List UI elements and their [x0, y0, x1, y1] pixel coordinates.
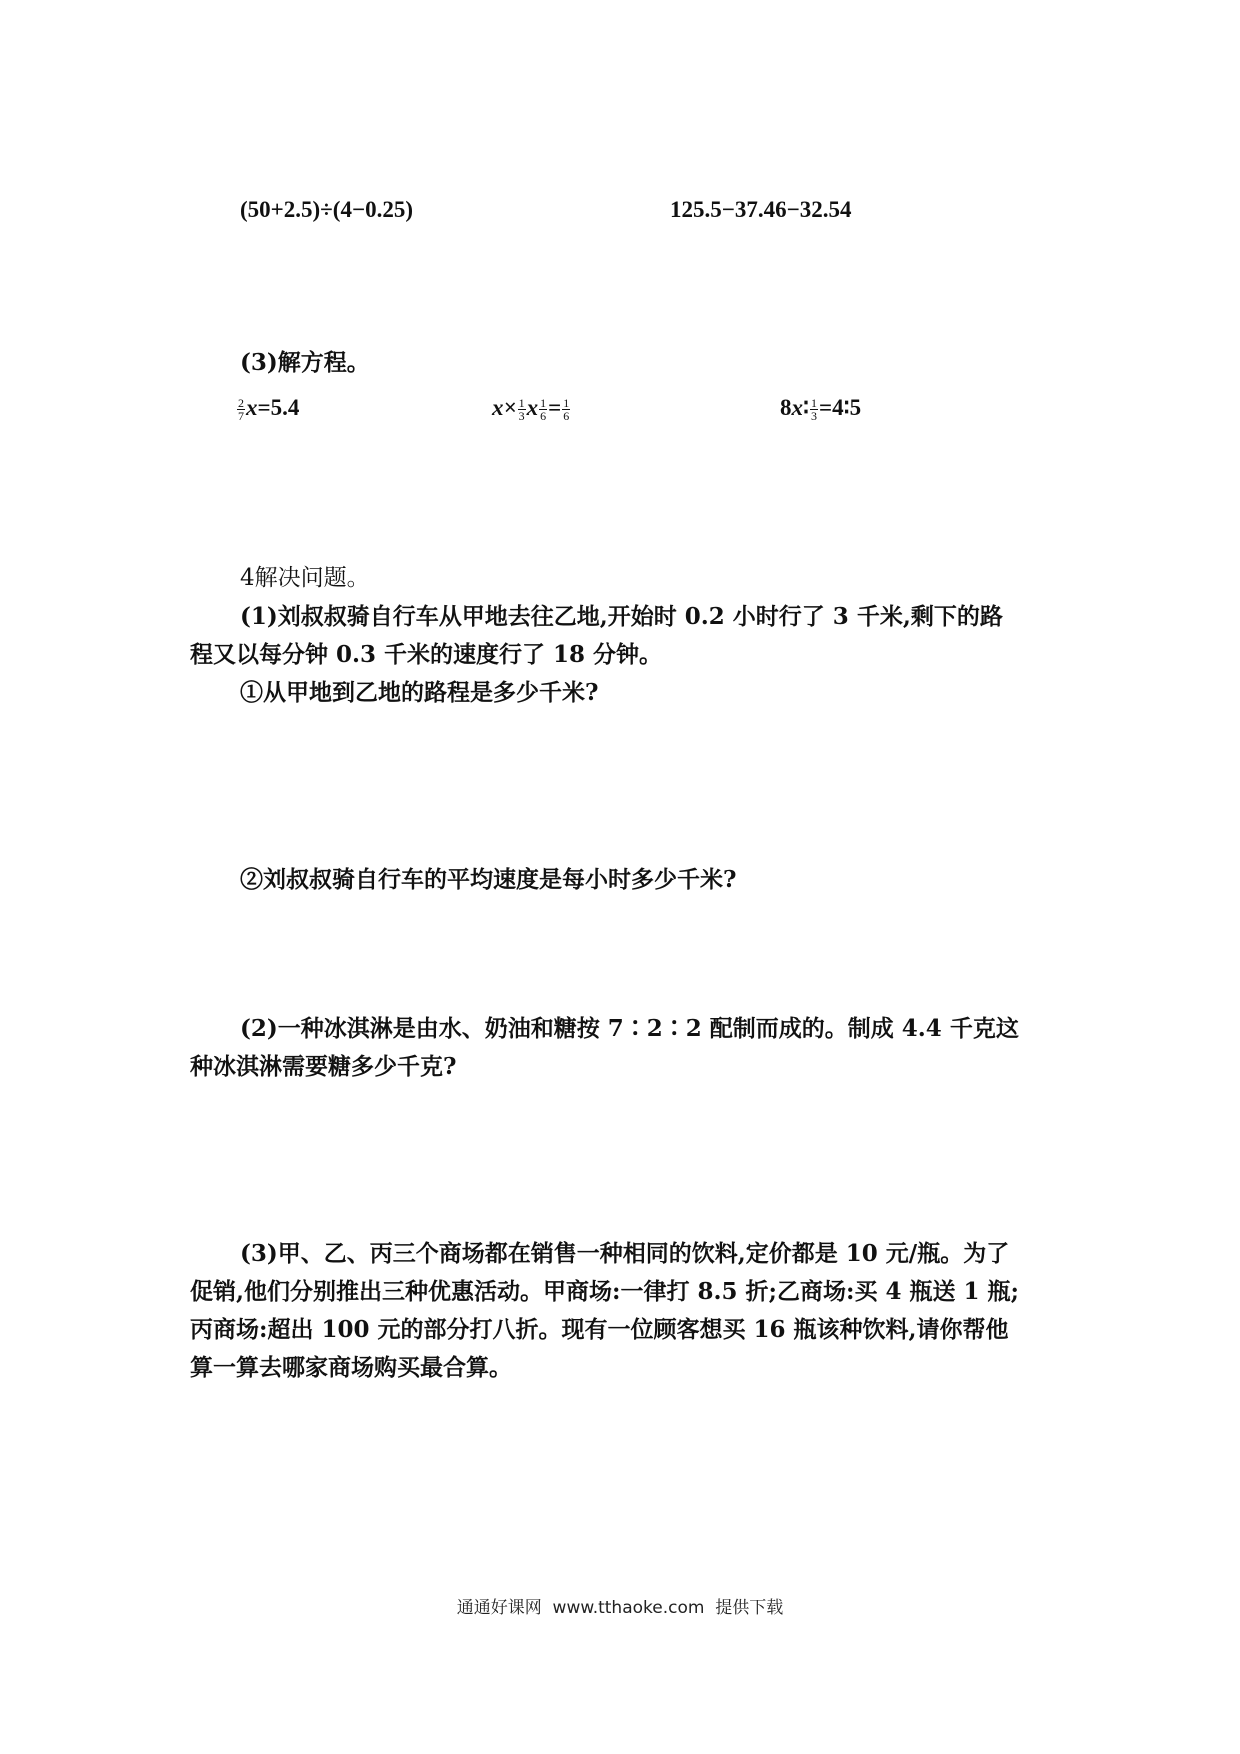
question-3-line-4: 算一算去哪家商场购买最合算。: [190, 1354, 512, 1381]
question-1-sub-2: ②刘叔叔骑自行车的平均速度是每小时多少千米?: [240, 866, 737, 893]
equations-heading: (3)解方程。: [240, 349, 370, 376]
equation-3: 8x∶ $\frac{1}{3}$ =4∶5: [780, 395, 862, 424]
question-3-line-2: 促销,他们分别推出三种优惠活动。甲商场:一律打 8.5 折;乙商场:买 4 瓶送 1 瓶;: [190, 1278, 1020, 1305]
question-3-line-3: 丙商场:超出 100 元的部分打八折。现有一位顾客想买 16 瓶该种饮料,请你帮他: [190, 1316, 1009, 1343]
footer-source: 通通好课网 www.tthaoke.com 提供下载: [456, 1598, 784, 1618]
section-4-heading: 4解决问题。: [240, 565, 370, 591]
equation-1-fraction: $\frac{2}{7}$: [238, 396, 244, 424]
equation-2-fraction-1: $\frac{1}{3}$: [518, 396, 525, 424]
equation-2: x× $\frac{1}{3}$ x $\frac{1}{6}$ = $\frac{1}{6}$: [492, 395, 570, 424]
calc-expression-2: 125.5−37.46−32.54: [670, 197, 852, 222]
equation-3-fraction: $\frac{1}{3}$: [811, 396, 817, 424]
calc-expression-1: (50+2.5)÷(4−0.25): [240, 197, 413, 222]
question-3-line-1: (3)甲、乙、丙三个商场都在销售一种相同的饮料,定价都是 10 元/瓶。为了: [240, 1240, 1010, 1267]
question-2-line-1: (2)一种冰淇淋是由水、奶油和糖按 7∶2∶2 配制而成的。制成 4.4 千克这: [240, 1015, 1019, 1042]
question-2-line-2: 种冰淇淋需要糖多少千克?: [190, 1053, 457, 1080]
question-1-sub-1: ①从甲地到乙地的路程是多少千米?: [240, 679, 599, 706]
equation-2-fraction-2: $\frac{1}{6}$: [540, 396, 547, 424]
question-1-line-1: (1)刘叔叔骑自行车从甲地去往乙地,开始时 0.2 小时行了 3 千米,剩下的路: [240, 603, 1003, 630]
equation-1: $\frac{2}{7}$ x=5.4: [238, 395, 300, 424]
equation-2-fraction-3: $\frac{1}{6}$: [563, 396, 570, 424]
question-1-line-2: 程又以每分钟 0.3 千米的速度行了 18 分钟。: [190, 641, 663, 668]
